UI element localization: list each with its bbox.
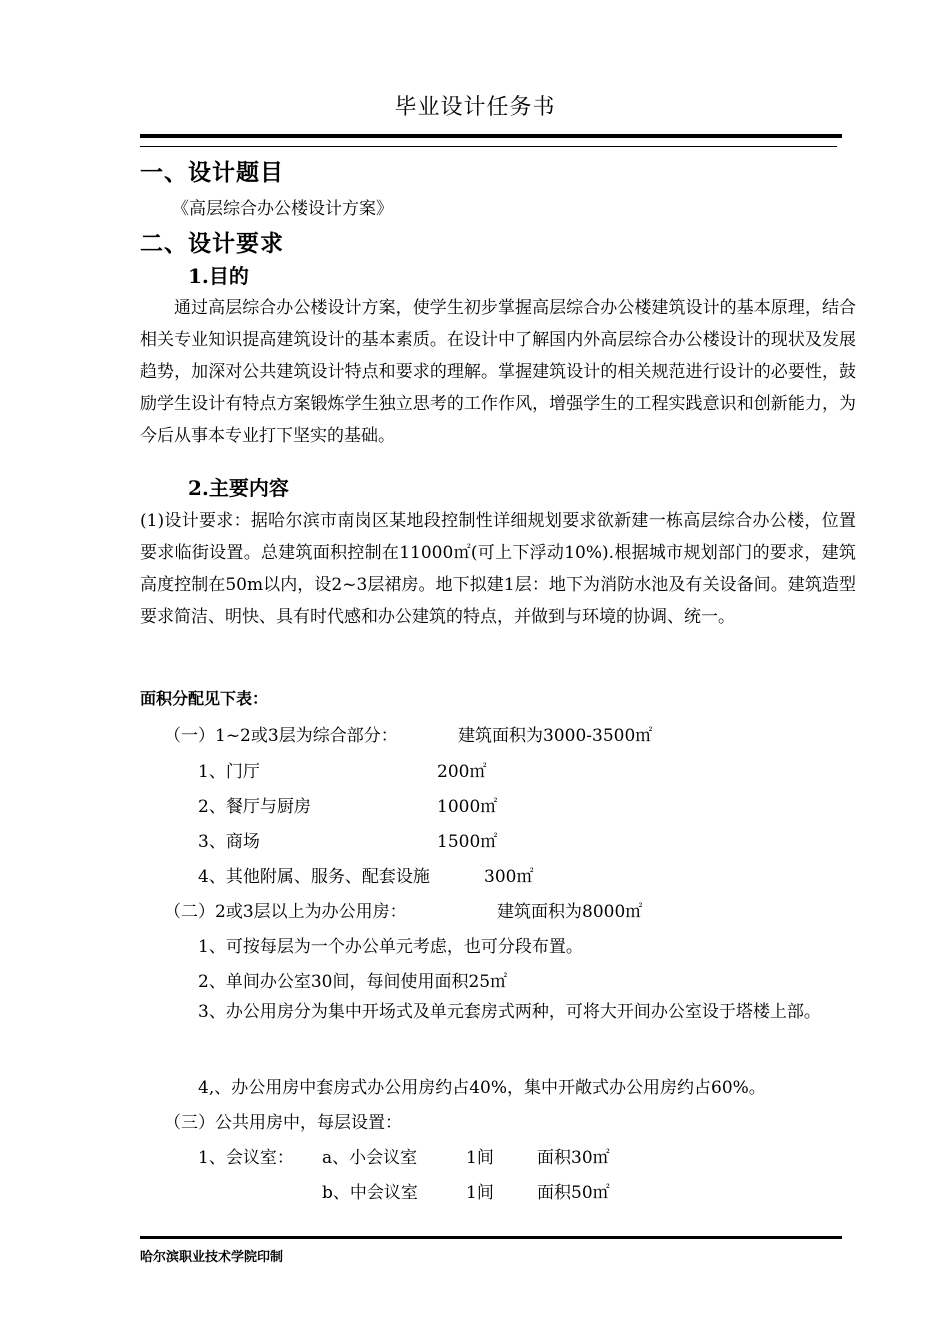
meeting-room-label: 1、会议室： <box>198 1148 294 1168</box>
group3-label: （三）公共用房中，每层设置： <box>164 1113 402 1133</box>
group2-item: 1、可按每层为一个办公单元考虑，也可分段布置。 <box>198 937 583 957</box>
meeting-room-type: a、小会议室 <box>322 1148 418 1168</box>
purpose-heading: 1.目的 <box>188 264 249 288</box>
group2-item: 2、单间办公室30间，每间使用面积25㎡ <box>198 972 508 992</box>
group2-label: （二）2或3层以上为办公用房： <box>164 902 407 922</box>
group1-label: （一）1~2或3层为综合部分： <box>164 726 398 746</box>
group1-item-name: 1、门厅 <box>198 762 260 782</box>
design-requirement-paragraph: (1)设计要求：据哈尔滨市南岗区某地段控制性详细规划要求欲新建一栋高层综合办公楼，位置要求临街设置。总建筑面积控制在11000㎡(可上下浮动10%).根据城市规划部门的要求，建筑高度控制在50m以内，设2~3层裙房。地下拟建1层：地下为消防水池及有关设备间。建筑造型要求简洁、明快、具有时代感和办公建筑的特点，并做到与环境的协调、统一。 <box>140 511 856 627</box>
group2-item: 3、办公用房分为集中开场式及单元套房式两种，可将大开间办公室设于塔楼上部。 <box>198 1002 821 1022</box>
group2-item: 4,、办公用房中套房式办公用房约占40%，集中开敞式办公用房约占60%。 <box>198 1078 766 1098</box>
group1-item-area: 1000㎡ <box>437 797 498 817</box>
area-distribution-heading: 面积分配见下表： <box>140 689 269 708</box>
group2-area: 建筑面积为8000㎡ <box>497 902 643 922</box>
header-rule-thick <box>140 134 842 138</box>
meeting-room-count: 1间 <box>466 1148 494 1168</box>
group1-item-name: 4、其他附属、服务、配套设施 <box>198 867 430 887</box>
group1-item-area: 1500㎡ <box>437 832 498 852</box>
meeting-room-count: 1间 <box>466 1183 494 1203</box>
footer-rule <box>140 1236 842 1239</box>
footer-text: 哈尔滨职业技术学院印制 <box>140 1250 284 1265</box>
group1-item-name: 2、餐厅与厨房 <box>198 797 311 817</box>
group1-item-name: 3、商场 <box>198 832 260 852</box>
section1-heading: 一、设计题目 <box>140 159 284 186</box>
meeting-room-area: 面积50㎡ <box>537 1183 610 1203</box>
group1-item-area: 300㎡ <box>484 867 534 887</box>
purpose-paragraph: 通过高层综合办公楼设计方案，使学生初步掌握高层综合办公楼建筑设计的基本原理，结合相关专业知识提高建筑设计的基本素质。在设计中了解国内外高层综合办公楼设计的现状及发展趋势，加深对公共建筑设计特点和要求的理解。掌握建筑设计的相关规范进行设计的必要性，鼓励学生设计有特点方案锻炼学生独立思考的工作作风，增强学生的工程实践意识和创新能力，为今后从事本专业打下坚实的基础。 <box>140 298 856 446</box>
section2-heading: 二、设计要求 <box>140 230 284 257</box>
header-rule-thin <box>140 146 837 147</box>
document-title: 毕业设计任务书 <box>394 95 556 120</box>
group1-item-area: 200㎡ <box>437 762 487 782</box>
group1-area: 建筑面积为3000-3500㎡ <box>458 726 653 746</box>
content-heading: 2.主要内容 <box>188 476 289 500</box>
meeting-room-area: 面积30㎡ <box>537 1148 610 1168</box>
design-topic: 《高层综合办公楼设计方案》 <box>172 199 393 219</box>
meeting-room-type: b、中会议室 <box>322 1183 418 1203</box>
